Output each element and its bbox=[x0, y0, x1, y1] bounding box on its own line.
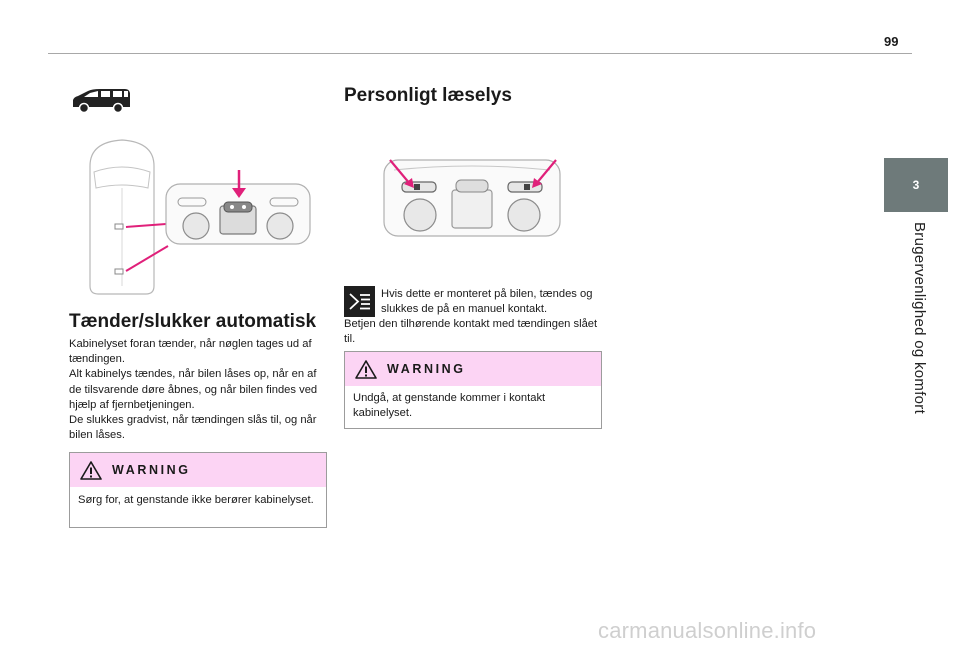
warning-triangle-icon bbox=[80, 461, 102, 480]
reading-light-diagram bbox=[380, 150, 564, 238]
watermark[interactable]: carmanualsonline.info bbox=[598, 618, 817, 643]
van-icon bbox=[70, 88, 132, 114]
warning-label: WARNING bbox=[387, 362, 466, 376]
auto-light-description bbox=[69, 337, 331, 443]
warning-box bbox=[344, 351, 602, 429]
chapter-number: 3 bbox=[912, 178, 920, 192]
header-rule bbox=[48, 53, 912, 54]
paragraph: De slukkes gradvist, når tændingen slås til, og når bilen låses. bbox=[69, 414, 317, 442]
warning-text: Sørg for, at genstande ikke berører kabinelyset. bbox=[78, 494, 314, 506]
section-heading-reading-light: Personligt læselys bbox=[344, 85, 512, 106]
warning-box bbox=[69, 452, 327, 528]
warning-text: Undgå, at genstande kommer i kontakt kabinelyset. bbox=[353, 392, 546, 420]
note-icon bbox=[344, 286, 375, 317]
page-number: 99 bbox=[884, 34, 899, 49]
note-text: Hvis dette er monteret på bilen, tændes og slukkes de på en manuel kontakt. bbox=[381, 288, 593, 316]
chapter-tab[interactable] bbox=[884, 158, 948, 212]
warning-triangle-icon bbox=[355, 360, 377, 379]
warning-label: WARNING bbox=[112, 463, 191, 477]
warning-header bbox=[345, 352, 601, 386]
paragraph: Kabinelyset foran tænder, når nøglen tages ud af tændingen. bbox=[69, 338, 312, 366]
note-text-continued: Betjen den tilhørende kontakt med tændingen slået til. bbox=[344, 318, 598, 346]
section-heading-auto-light: Tænder/slukker automatisk bbox=[69, 311, 317, 332]
cabin-light-diagram bbox=[82, 136, 314, 296]
chapter-title: Brugervenlighed og komfort bbox=[911, 222, 928, 415]
paragraph: Alt kabinelys tændes, når bilen låses op, når en af de tilsvarende døre åbnes, og når bilen findes ved hjælp af fjernbetjeningen. bbox=[69, 368, 318, 411]
warning-header bbox=[70, 453, 326, 487]
